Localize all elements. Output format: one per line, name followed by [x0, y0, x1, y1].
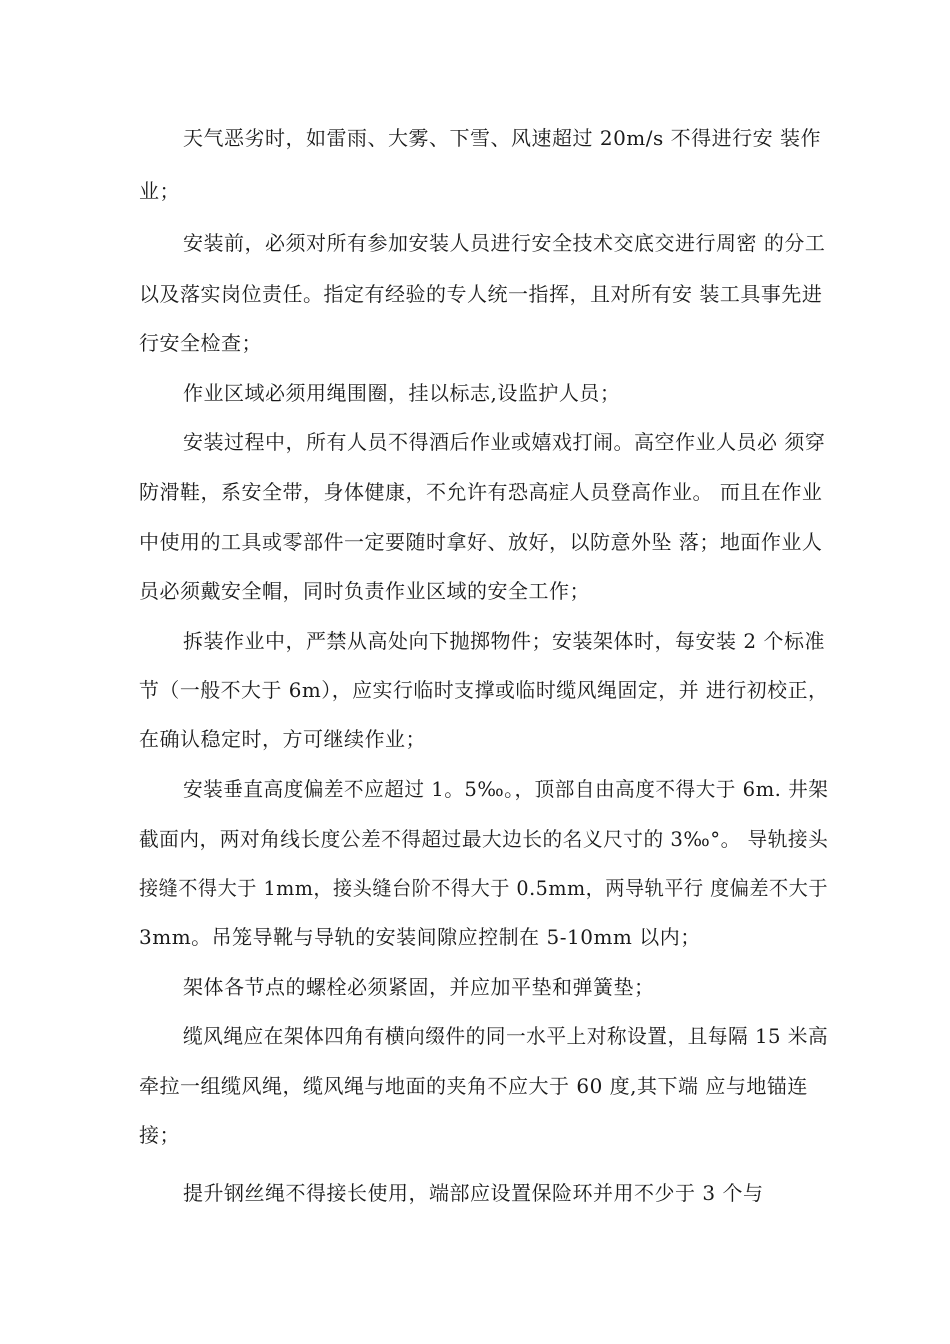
- paragraph-5-line-1: 拆装作业中，严禁从高处向下抛掷物件；安装架体时，每安装 2 个标准: [183, 629, 825, 653]
- paragraph-8-line-3: 接；: [139, 1123, 180, 1147]
- paragraph-1-line-1: 天气恶劣时，如雷雨、大雾、下雪、风速超过 20m/s 不得进行安 装作: [183, 126, 821, 150]
- paragraph-4-line-4: 员必须戴安全帽，同时负责作业区域的安全工作；: [139, 579, 590, 603]
- paragraph-4-line-2: 防滑鞋，系安全带，身体健康，不允许有恐高症人员登高作业。 而且在作业: [139, 480, 823, 504]
- paragraph-7-line-1: 架体各节点的螺栓必须紧固，并应加平垫和弹簧垫；: [183, 975, 655, 999]
- paragraph-2-line-3: 行安全检查；: [139, 331, 262, 355]
- paragraph-6-line-3: 接缝不得大于 1mm，接头缝台阶不得大于 0.5mm，两导轨平行 度偏差不大于: [139, 876, 828, 900]
- paragraph-6-line-1: 安装垂直高度偏差不应超过 1。5‰。，顶部自由高度不得大于 6m. 井架: [183, 777, 829, 801]
- paragraph-2-line-1: 安装前，必须对所有参加安装人员进行安全技术交底交进行周密 的分工: [183, 231, 826, 255]
- paragraph-4-line-1: 安装过程中，所有人员不得酒后作业或嬉戏打闹。高空作业人员必 须穿: [183, 430, 826, 454]
- paragraph-8-line-1: 缆风绳应在架体四角有横向缀件的同一水平上对称设置，且每隔 15 米高: [183, 1024, 829, 1048]
- paragraph-3-line-1: 作业区域必须用绳围圈，挂以标志,设监护人员；: [183, 381, 621, 405]
- paragraph-8-line-2: 牵拉一组缆风绳，缆风绳与地面的夹角不应大于 60 度,其下端 应与地锚连: [139, 1074, 808, 1098]
- paragraph-1-line-2: 业；: [139, 179, 180, 203]
- paragraph-4-line-3: 中使用的工具或零部件一定要随时拿好、放好，以防意外坠 落；地面作业人: [139, 530, 823, 554]
- paragraph-5-line-2: 节（一般不大于 6m），应实行临时支撑或临时缆风绳固定，并 进行初校正，: [139, 678, 829, 702]
- paragraph-6-line-2: 截面内，两对角线长度公差不得超过最大边长的名义尺寸的 3‰°。 导轨接头: [139, 827, 829, 851]
- paragraph-2-line-2: 以及落实岗位责任。指定有经验的专人统一指挥，且对所有安 装工具事先进: [139, 282, 823, 306]
- paragraph-9-line-1: 提升钢丝绳不得接长使用，端部应设置保险环并用不少于 3 个与: [183, 1181, 764, 1205]
- paragraph-5-line-3: 在确认稳定时，方可继续作业；: [139, 727, 426, 751]
- paragraph-6-line-4: 3mm。吊笼导靴与导轨的安装间隙应控制在 5-10mm 以内；: [139, 925, 701, 949]
